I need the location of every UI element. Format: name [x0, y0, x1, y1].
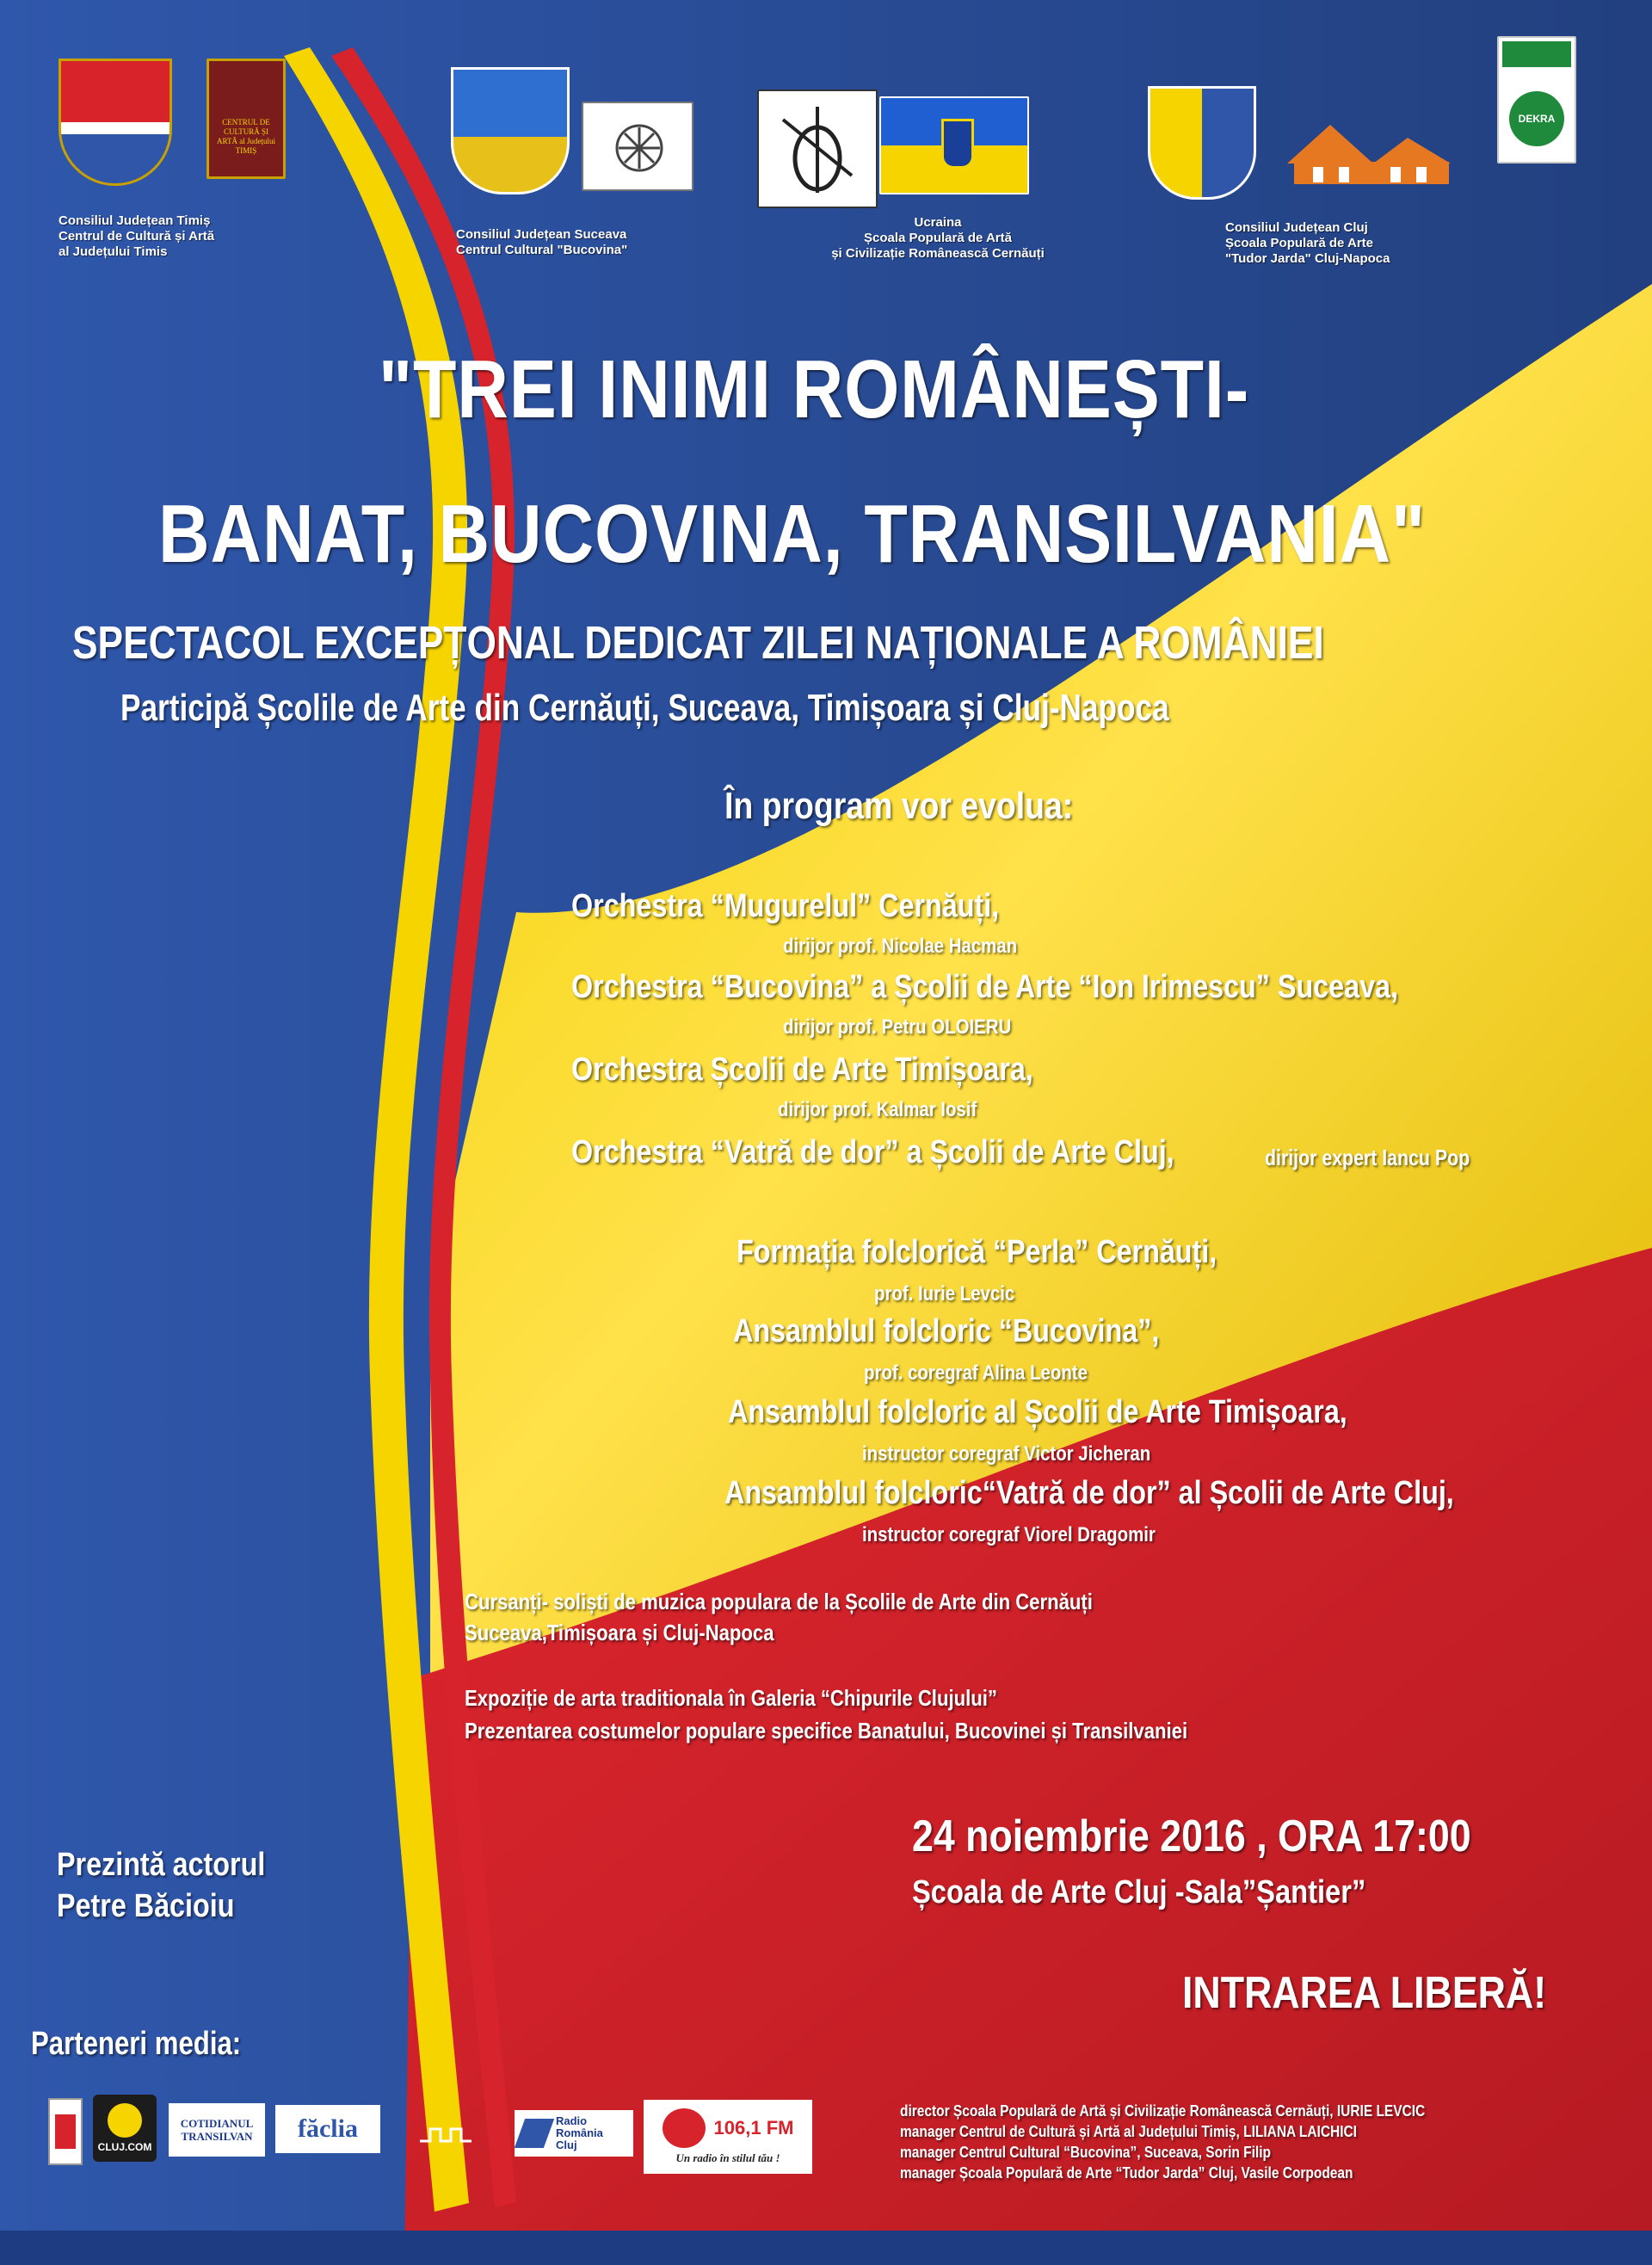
media-logo-radio-romania-cluj	[515, 2110, 633, 2157]
presenter-name: Petre Băcioiu	[57, 1888, 235, 1924]
presenter-line: Prezintă actorul	[57, 1847, 266, 1883]
orchestra-name: Orchestra “Mugurelul” Cernăuți,	[571, 888, 1000, 924]
cernauti-school-logo	[757, 89, 878, 208]
ukraine-trident-icon	[941, 119, 974, 169]
orchestra-conductor: dirijor prof. Petru OLOIERU	[783, 1015, 1012, 1039]
ukraine-caption-line: Ucraina	[914, 215, 962, 230]
bottom-strip	[0, 2231, 1652, 2265]
orchestra-name: Orchestra Școlii de Arte Timișoara,	[571, 1052, 1033, 1088]
wave-icon	[418, 2122, 492, 2148]
timis-caption-line: Consiliul Județean Timiș	[59, 213, 211, 228]
media-logo-cotidianul	[169, 2103, 265, 2157]
cluj-caption-line: Școala Populară de Arte	[1225, 236, 1374, 250]
stil-fm-mark-icon	[663, 2108, 706, 2148]
dekra-label: DEKRA	[1518, 113, 1556, 125]
orchestra-conductor: dirijor expert Iancu Pop	[1265, 1145, 1470, 1170]
timis-caption-line: al Județului Timis	[59, 244, 168, 259]
media-heading: Parteneri media:	[31, 2026, 242, 2062]
suceava-coat-of-arms-icon	[451, 67, 570, 194]
exhibition-line: Expoziție de arta traditionala în Galeria “Chipurile Clujului”	[465, 1685, 997, 1711]
tudor-jarda-school-logo	[1279, 112, 1464, 191]
soloists-line: Suceava,Timișoara și Cluj-Napoca	[465, 1620, 774, 1645]
subtitle: SPECTACOL EXCEPȚONAL DEDICAT ZILEI NAȚIONALE A ROMÂNIEI	[72, 617, 1324, 669]
clujcom-circle-icon	[108, 2103, 142, 2138]
ensemble-name: Ansamblul folcloric“Vatră de dor” al Școlii de Arte Cluj,	[724, 1475, 1454, 1511]
bucovina-rosette-icon	[613, 122, 665, 174]
ukraine-caption-line: Școala Populară de Artă	[863, 231, 1012, 245]
ensemble-leader: prof. Iurie Levcic	[874, 1282, 1015, 1305]
timis-culture-center-logo-text: CENTRUL DE CULTURĂ ȘI ARTĂ al Județului TIMIȘ	[217, 118, 275, 155]
media-logo-small	[48, 2098, 83, 2165]
orchestra-name: Orchestra “Vatră de dor” a Școlii de Arte Cluj,	[571, 1134, 1174, 1170]
suceava-caption	[456, 227, 627, 258]
clujcom-label: CLUJ.COM	[97, 2141, 152, 2153]
dekra-certification-logo	[1497, 36, 1576, 164]
ensemble-leader: prof. coregraf Alina Leonte	[864, 1361, 1088, 1385]
dekra-seal-icon	[1509, 91, 1564, 146]
cluj-caption-line: Consiliul Județean Cluj	[1225, 220, 1368, 235]
ensemble-leader: instructor coregraf Viorel Dragomir	[862, 1523, 1156, 1546]
media-logo-stil-fm	[644, 2100, 812, 2174]
building-icon	[1279, 112, 1464, 191]
ukraine-caption	[792, 215, 1084, 262]
participants: Participă Școlile de Arte din Cernăuți, Suceava, Timișoara și Cluj-Napoca	[120, 687, 1169, 729]
orchestra-conductor: dirijor prof. Kalmar Iosif	[778, 1098, 977, 1121]
stil-fm-tagline: Un radio în stilul tău !	[675, 2151, 780, 2164]
cluj-caption-line: "Tudor Jarda" Cluj-Napoca	[1225, 251, 1390, 266]
manager-line: manager Centrul de Cultură și Artă al Județului Timiș, LILIANA LAICHICI	[900, 2123, 1357, 2140]
ensemble-leader: instructor coregraf Victor Jicheran	[862, 1442, 1151, 1466]
cotidianul-label: COTIDIANUL TRANSILVAN	[180, 2117, 254, 2143]
cluj-coat-of-arms-icon	[1148, 86, 1256, 200]
ensemble-name: Ansamblul folcloric “Bucovina”,	[733, 1313, 1160, 1349]
manager-line: manager Centrul Cultural “Bucovina”, Suceava, Sorin Filip	[900, 2144, 1271, 2161]
timis-coat-of-arms-icon	[59, 59, 172, 186]
timis-caption	[59, 213, 214, 260]
media-logo-small-icon	[418, 2122, 492, 2148]
ukraine-flag-icon	[879, 96, 1029, 194]
stil-fm-row	[663, 2108, 794, 2148]
faclia-label: făclia	[298, 2114, 358, 2143]
stil-fm-frequency: 106,1 FM	[713, 2117, 794, 2138]
ensemble-name: Ansamblul folcloric al Școlii de Arte Timișoara,	[728, 1394, 1347, 1430]
program-heading: În program vor evolua:	[724, 785, 1074, 827]
event-date: 24 noiembrie 2016 , ORA 17:00	[912, 1811, 1471, 1861]
manager-line: director Școala Populară de Artă și Civilizație Românească Cernăuți, IURIE LEVCIC	[900, 2102, 1426, 2120]
suceava-cultural-center-logo	[582, 102, 693, 191]
title-line-2: BANAT, BUCOVINA, TRANSILVANIA"	[158, 488, 1427, 580]
media-logo-faclia	[275, 2105, 380, 2153]
ensemble-name: Formația folclorică “Perla” Cernăuți,	[737, 1234, 1217, 1270]
exhibition-line: Prezentarea costumelor populare specifice Banatului, Bucovinei și Transilvaniei	[465, 1718, 1188, 1743]
suceava-caption-line: Consiliul Județean Suceava	[456, 227, 627, 242]
timis-caption-line: Centrul de Cultură și Artă	[59, 229, 215, 244]
suceava-caption-line: Centrul Cultural "Bucovina"	[456, 243, 628, 257]
cluj-caption	[1225, 220, 1390, 267]
orchestra-name: Orchestra “Bucovina” a Școlii de Arte “Ion Irimescu” Suceava,	[571, 969, 1398, 1005]
media-logo-clujcom	[93, 2095, 157, 2162]
media-logo-mark	[55, 2114, 76, 2149]
timis-culture-center-logo	[206, 59, 286, 179]
manager-line: manager Școala Populară de Arte “Tudor Jarda” Cluj, Vasile Corpodean	[900, 2164, 1353, 2182]
entry-free: INTRAREA LIBERĂ!	[1182, 1968, 1547, 2018]
radio-romania-mark-icon	[515, 2119, 554, 2148]
soloists-line: Cursanți- soliști de muzica populara de la Școlile de Arte din Cernăuți	[465, 1589, 1093, 1614]
ukraine-caption-line: și Civilizație Românească Cernăuți	[831, 246, 1045, 261]
radio-romania-label: Radio România Cluj	[556, 2114, 603, 2151]
dekra-header-bar	[1502, 41, 1571, 67]
event-venue: Școala de Arte Cluj -Sala”Șantier”	[912, 1874, 1366, 1910]
orchestra-conductor: dirijor prof. Nicolae Hacman	[783, 935, 1018, 958]
title-line-1: "TREI INIMI ROMÂNEȘTI-	[379, 343, 1250, 435]
violin-icon	[766, 98, 869, 201]
